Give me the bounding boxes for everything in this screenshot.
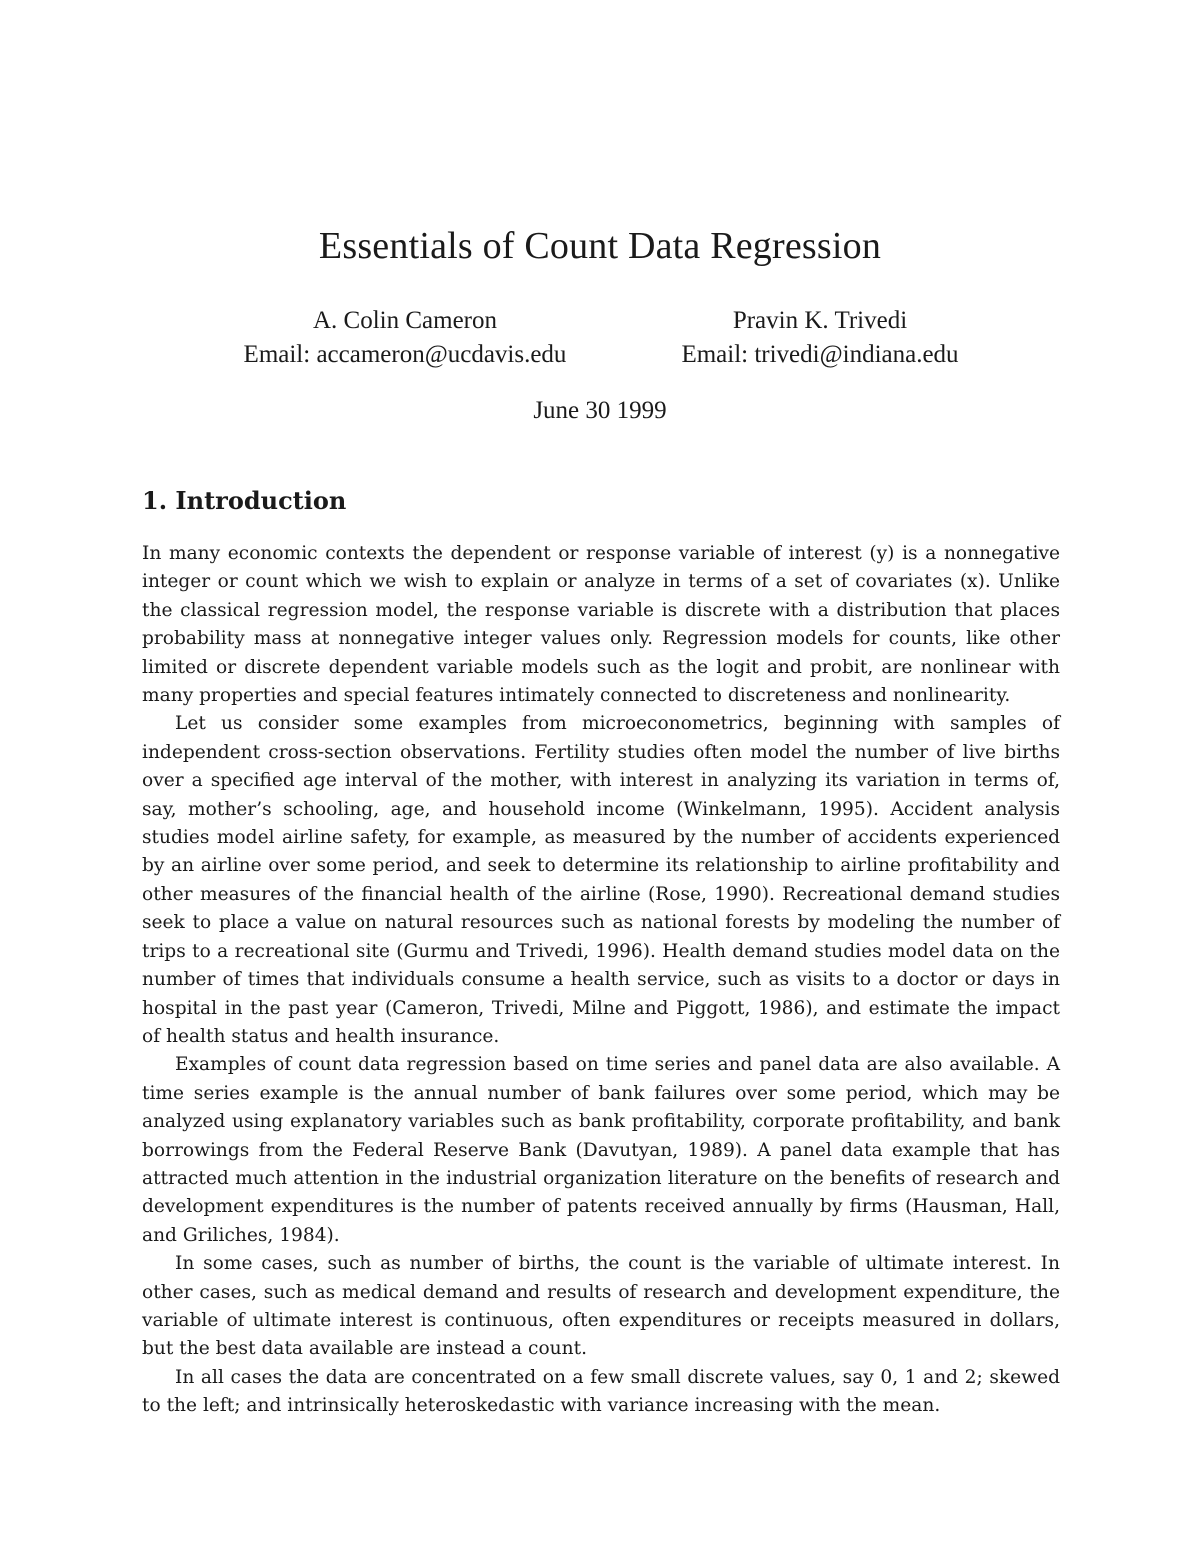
author-name: Pravin K. Trivedi: [732, 307, 908, 334]
section-body: [142, 540, 1060, 1421]
section-title: Introduction: [175, 486, 347, 515]
paper-date: June 30 1999: [533, 397, 667, 424]
paragraph: Examples of count data regression based on time series and panel data are also available. A time series example is the annual number of bank failures over some period, which may be analyzed using explanatory variables such as bank profitability, corporate profitability, and bank borrowings from the Federal Reserve Bank (Davutyan, 1989). A panel data example that has attracted much attention in the industrial organization literature on the benefits of research and development expenditures is the number of patents received annually by firms (Hausman, Hall, and Griliches, 1984).: [142, 1054, 1060, 1246]
author-block-2: [610, 304, 1030, 372]
section-heading: [142, 485, 346, 517]
author-email: Email: trivedi@indiana.edu: [681, 341, 959, 368]
paragraph: In some cases, such as number of births, the count is the variable of ultimate interest. In other cases, such as medical demand and results of research and development expenditure, the variable of ultimate interest is continuous, often expenditures or receipts measured in dollars, but the best data available are instead a count.: [142, 1253, 1060, 1360]
author-name: A. Colin Cameron: [312, 307, 497, 334]
author-email: Email: accameron@ucdavis.edu: [243, 341, 567, 368]
author-block-1: [195, 304, 615, 372]
paragraph: In many economic contexts the dependent or response variable of interest (y) is a nonnegative integer or count which we wish to explain or analyze in terms of a set of covariates (x). Unlike the classical regression model, the response variable is discrete with a distribution that places probability mass at nonnegative integer values only. Regression models for counts, like other limited or discrete dependent variable models such as the logit and probit, are nonlinear with many properties and special features intimately connected to discreteness and nonlinearity.: [142, 543, 1060, 707]
paragraph: Let us consider some examples from microeconometrics, beginning with samples of independent cross-section observations. Fertility studies often model the number of live births over a specified age interval of the mother, with interest in analyzing its variation in terms of, say, mother’s schooling, age, and household income (Winkelmann, 1995). Accident analysis studies model airline safety, for example, as measured by the number of accidents experienced by an airline over some period, and seek to determine its relationship to airline profitability and other measures of the financial health of the airline (Rose, 1990). Recreational demand studies seek to place a value on natural resources such as national forests by modeling the number of trips to a recreational site (Gurmu and Trivedi, 1996). Health demand studies model data on the number of times that individuals consume a health service, such as visits to a doctor or days in hospital in the past year (Cameron, Trivedi, Milne and Piggott, 1986), and estimate the impact of health status and health insurance.: [142, 713, 1060, 1047]
paragraph: In all cases the data are concentrated on a few small discrete values, say 0, 1 and 2; skewed to the left; and intrinsically heteroskedastic with variance increasing with the mean.: [142, 1366, 1060, 1417]
section-number: 1.: [142, 486, 168, 515]
paper-title: Essentials of Count Data Regression: [318, 225, 882, 267]
